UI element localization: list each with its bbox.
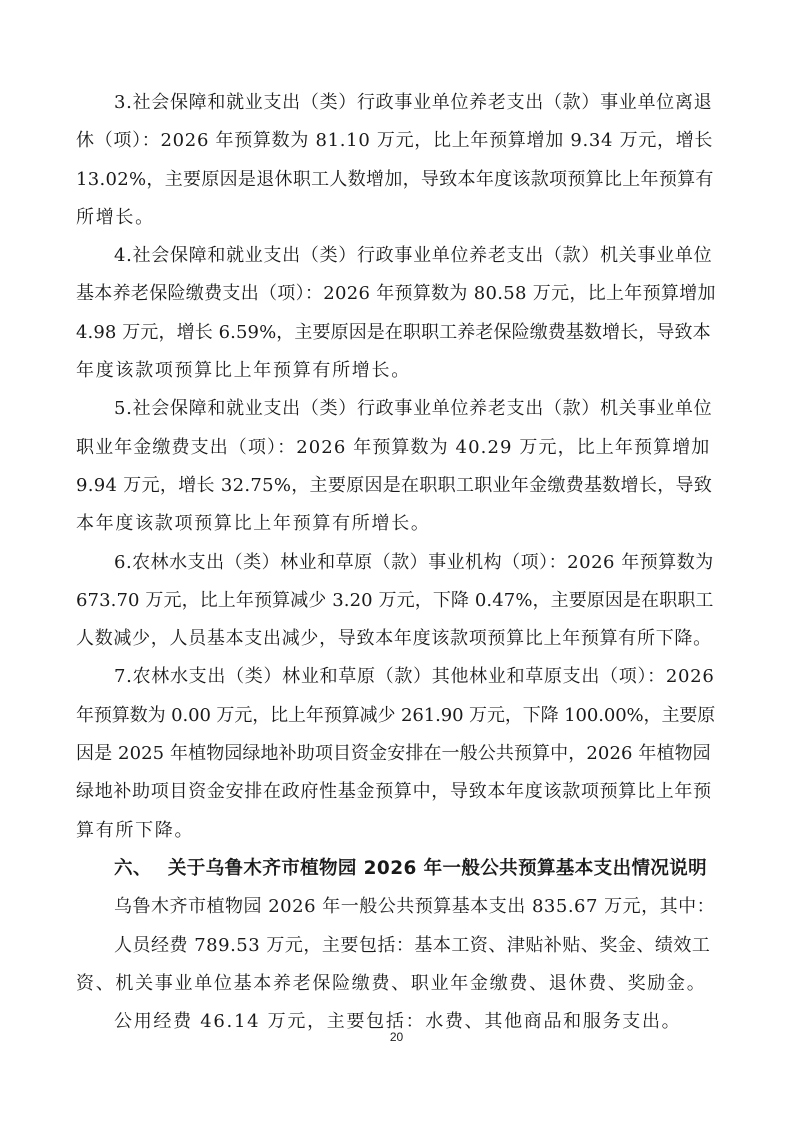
paragraph-item-7 xyxy=(76,658,716,849)
text-line: 算有所下降。 xyxy=(76,819,195,841)
paragraph-item-6 xyxy=(76,544,716,659)
text-line: 4.社会保障和就业支出（类）行政事业单位养老支出（款）机关事业单位 xyxy=(114,245,713,267)
text-line: 本年度该款项预算比上年预算有所增长。 xyxy=(76,513,431,535)
text-line: 9.94 万元，增长 32.75%，主要原因是在职职工职业年金缴费基数增长，导致 xyxy=(76,474,713,496)
text-line: 乌鲁木齐市植物园 2026 年一般公共预算基本支出 835.67 万元，其中： xyxy=(114,896,716,918)
section-title: 关于乌鲁木齐市植物园 2026 年一般公共预算基本支出情况说明 xyxy=(167,857,708,879)
text-line: 因是 2025 年植物园绿地补助项目资金安排在一般公共预算中，2026 年植物园 xyxy=(76,743,711,765)
text-line: 3.社会保障和就业支出（类）行政事业单位养老支出（款）事业单位离退 xyxy=(114,92,713,113)
page-number: 20 xyxy=(389,1030,404,1044)
text-line: 6.农林水支出（类）林业和草原（款）事业机构（项）：2026 年预算数为 xyxy=(114,551,714,573)
section-number: 六、 xyxy=(114,857,152,879)
document-page xyxy=(76,84,716,1041)
text-line: 7.农林水支出（类）林业和草原（款）其他林业和草原支出（项）：2026 xyxy=(114,666,715,688)
text-line: 13.02%，主要原因是退休职工人数增加，导致本年度该款项预算比上年预算有 xyxy=(76,168,714,190)
paragraph-item-3 xyxy=(76,84,716,237)
text-line: 4.98 万元，增长 6.59%，主要原因是在职职工养老保险缴费基数增长，导致本 xyxy=(76,321,711,343)
text-line: 公用经费 46.14 万元，主要包括：水费、其他商品和服务支出。 xyxy=(114,1011,682,1033)
text-line: 休（项）：2026 年预算数为 81.10 万元，比上年预算增加 9.34 万元，增长 xyxy=(76,130,714,152)
text-line: 人数减少，人员基本支出减少，导致本年度该款项预算比上年预算有所下降。 xyxy=(76,628,712,650)
paragraph-item-4 xyxy=(76,237,716,390)
text-line: 年度该款项预算比上年预算有所增长。 xyxy=(76,360,411,382)
text-line: 人员经费 789.53 万元，主要包括：基本工资、津贴补贴、奖金、绩效工 xyxy=(114,934,711,956)
text-line: 所增长。 xyxy=(76,206,155,228)
text-line: 职业年金缴费支出（项）：2026 年预算数为 40.29 万元，比上年预算增加 xyxy=(76,436,711,458)
section-paragraph-summary xyxy=(76,888,716,926)
section-paragraph-personnel xyxy=(76,927,716,1004)
paragraph-item-5 xyxy=(76,390,716,543)
section-heading xyxy=(76,850,716,888)
text-line: 5.社会保障和就业支出（类）行政事业单位养老支出（款）机关事业单位 xyxy=(114,398,713,420)
text-line: 绿地补助项目资金安排在政府性基金预算中，导致本年度该款项预算比上年预 xyxy=(76,781,712,803)
text-line: 基本养老保险缴费支出（项）：2026 年预算数为 80.58 万元，比上年预算增加 xyxy=(76,283,716,305)
text-line: 年预算数为 0.00 万元，比上年预算减少 261.90 万元，下降 100.00%，主要原 xyxy=(76,704,716,726)
text-line: 资、机关事业单位基本养老保险缴费、职业年金缴费、退休费、奖励金。 xyxy=(76,972,707,994)
text-line: 673.70 万元，比上年预算减少 3.20 万元，下降 0.47%，主要原因是在职职工 xyxy=(76,589,714,611)
